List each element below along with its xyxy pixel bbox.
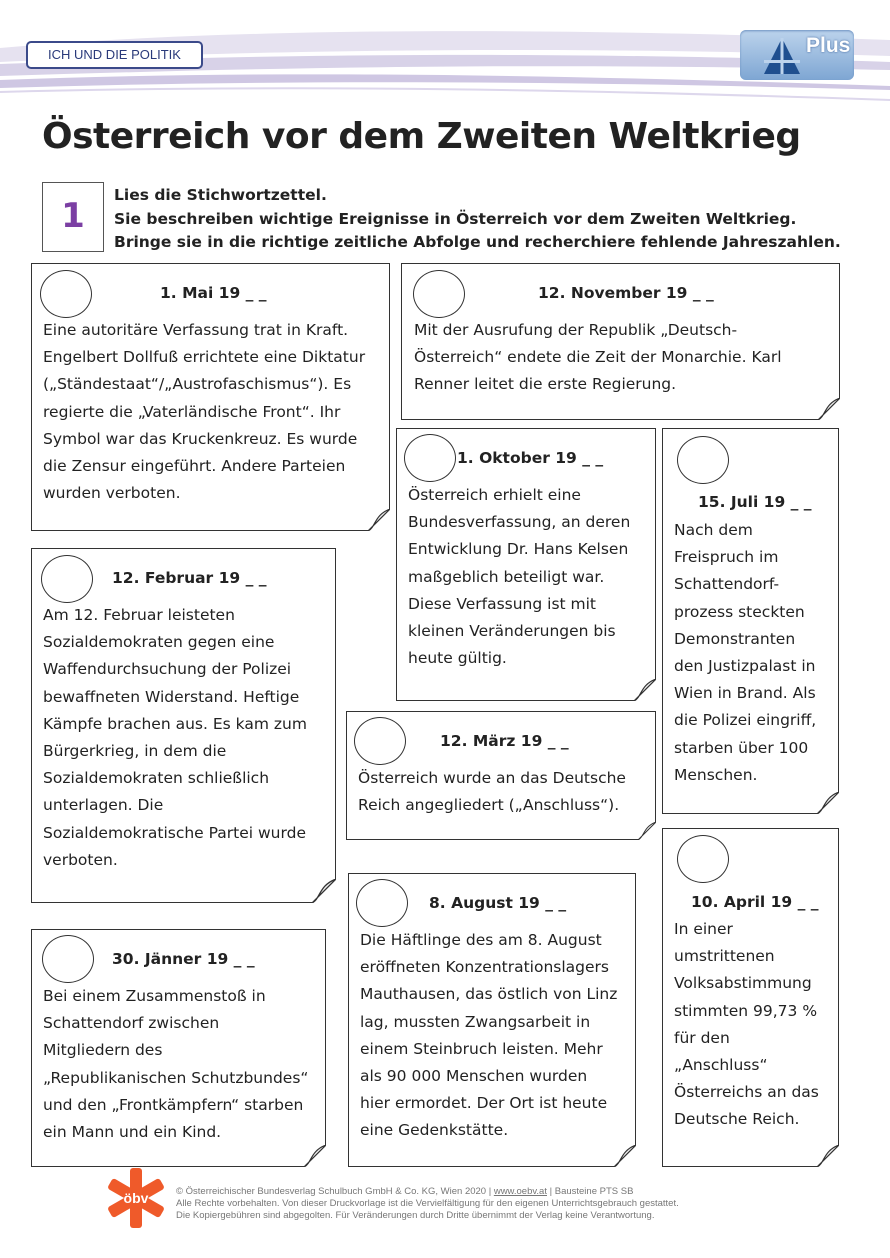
page-curl-icon bbox=[304, 1145, 326, 1167]
text-line: verboten. bbox=[43, 850, 118, 869]
text-line: heute gültig. bbox=[408, 649, 507, 668]
text-line: eine Gedenkstätte. bbox=[360, 1121, 509, 1140]
text-line: Deutsche Reich. bbox=[674, 1110, 800, 1129]
page-curl-icon bbox=[614, 1145, 636, 1167]
text-line: Mitgliedern des bbox=[43, 1041, 163, 1060]
text-line: hier ermordet. Der Ort ist heute bbox=[360, 1094, 608, 1113]
text-line: „Republikanischen Schutzbundes“ bbox=[43, 1068, 309, 1087]
text-line: Reich angegliedert („Anschluss“). bbox=[358, 796, 620, 815]
text-line: für den bbox=[674, 1028, 730, 1047]
text-line: einem Steinbruch leisten. Mehr bbox=[360, 1039, 603, 1058]
text-line: In einer bbox=[674, 920, 733, 938]
text-line: und den „Frontkämpfern“ starben bbox=[43, 1095, 304, 1114]
page-curl-icon bbox=[818, 398, 840, 420]
card-date: 12. Februar 19 _ _ bbox=[112, 569, 267, 587]
publisher-link[interactable]: www.oebv.at bbox=[493, 1186, 547, 1197]
card-text bbox=[358, 765, 626, 819]
order-circle[interactable] bbox=[40, 270, 92, 318]
text-line: die Zensur eingeführt. Andere Parteien bbox=[43, 457, 346, 476]
card-text bbox=[674, 517, 816, 789]
order-circle[interactable] bbox=[41, 555, 93, 603]
text-line: kleinen Veränderungen bis bbox=[408, 622, 616, 641]
card-date: 1. Mai 19 _ _ bbox=[160, 284, 267, 302]
text-line: Eine autoritäre Verfassung trat in Kraft. bbox=[43, 321, 349, 339]
card-text bbox=[408, 482, 630, 672]
text-line: Symbol war das Kruckenkreuz. Es wurde bbox=[43, 429, 358, 448]
text-line: Schattendorf- bbox=[674, 575, 780, 594]
text-line: Renner leitet die erste Regierung. bbox=[414, 375, 677, 394]
page-curl-icon bbox=[634, 679, 656, 701]
text-line: Volksabstimmung bbox=[674, 974, 812, 993]
text-line: Engelbert Dollfuß errichtete eine Diktatur bbox=[43, 348, 366, 367]
text-line: Am 12. Februar leisteten bbox=[43, 606, 235, 624]
order-circle[interactable] bbox=[354, 717, 406, 765]
text-line: „Anschluss“ bbox=[674, 1056, 768, 1075]
page-curl-icon bbox=[817, 1145, 839, 1167]
order-circle[interactable] bbox=[413, 270, 465, 318]
instruction-line: Sie beschreiben wichtige Ereignisse in Österreich vor dem Zweiten Weltkrieg. bbox=[114, 209, 797, 228]
text-line: Sozialdemokraten schließlich bbox=[43, 769, 270, 788]
text-line: Demonstranten bbox=[674, 629, 796, 648]
text-line: eröffneten Konzentrationslagers bbox=[360, 958, 609, 977]
publisher-logo bbox=[108, 1168, 164, 1228]
task-instructions bbox=[114, 184, 841, 255]
order-circle[interactable] bbox=[677, 835, 729, 883]
text-line: prozess steckten bbox=[674, 602, 805, 621]
card-date: 12. März 19 _ _ bbox=[440, 732, 569, 750]
text-line: bewaffneten Widerstand. Heftige bbox=[43, 687, 300, 706]
footer-text: © Österreichischer Bundesverlag Schulbuch GmbH & Co. KG, Wien 2020 | bbox=[176, 1186, 494, 1197]
card-oktober bbox=[396, 428, 656, 701]
text-line: unterlagen. Die bbox=[43, 796, 164, 815]
card-mai bbox=[31, 263, 390, 531]
plus-badge bbox=[740, 30, 854, 80]
card-text bbox=[414, 317, 782, 399]
card-text bbox=[43, 983, 308, 1146]
logo-text: öbv bbox=[123, 1190, 149, 1206]
text-line: Sozialdemokraten gegen eine bbox=[43, 633, 275, 652]
card-text bbox=[43, 317, 365, 507]
order-circle[interactable] bbox=[42, 935, 94, 983]
card-august bbox=[348, 873, 636, 1167]
card-juli bbox=[662, 428, 839, 814]
text-line: Österreich wurde an das Deutsche bbox=[358, 769, 626, 787]
card-november bbox=[401, 263, 840, 420]
plus-label: Plus bbox=[806, 34, 851, 57]
text-line: Mauthausen, das östlich von Linz bbox=[360, 985, 618, 1004]
card-date: 30. Jänner 19 _ _ bbox=[112, 950, 255, 968]
card-text bbox=[674, 916, 819, 1134]
text-line: Schattendorf zwischen bbox=[43, 1014, 220, 1033]
text-line: Menschen. bbox=[674, 765, 758, 784]
text-line: Nach dem bbox=[674, 521, 753, 539]
footer-line: Die Kopiergebühren sind abgegolten. Für Veränderungen durch Dritte übernimmt der Verlag keine Verantwortung. bbox=[176, 1210, 655, 1221]
text-line: Österreich“ endete die Zeit der Monarchie. Karl bbox=[414, 348, 782, 367]
card-text bbox=[360, 927, 617, 1145]
text-line: Sozialdemokratische Partei wurde bbox=[43, 823, 306, 842]
footer-line bbox=[176, 1186, 679, 1198]
task-number: 1 bbox=[42, 182, 104, 252]
instruction-line: Lies die Stichwortzettel. bbox=[114, 186, 327, 204]
text-line: Österreichs an das bbox=[674, 1083, 819, 1102]
card-jaenner bbox=[31, 929, 326, 1167]
card-april bbox=[662, 828, 839, 1167]
order-circle[interactable] bbox=[404, 434, 456, 482]
footer-line: Alle Rechte vorbehalten. Von dieser Druckvorlage ist die Vervielfältigung für den eigenen Unterrichtsgebrauch gestattet. bbox=[176, 1198, 679, 1209]
text-line: Österreich erhielt eine bbox=[408, 486, 581, 504]
text-line: wurden verboten. bbox=[43, 484, 181, 503]
footer-copyright bbox=[176, 1186, 679, 1222]
order-circle[interactable] bbox=[677, 436, 729, 484]
card-date: 1. Oktober 19 _ _ bbox=[457, 449, 604, 467]
text-line: Wien in Brand. Als bbox=[674, 684, 816, 703]
instruction-line: Bringe sie in die richtige zeitliche Abfolge und recherchiere fehlende Jahreszahlen. bbox=[114, 233, 841, 251]
page-title: Österreich vor dem Zweiten Weltkrieg bbox=[42, 116, 801, 157]
text-line: Waffendurchsuchung der Polizei bbox=[43, 660, 292, 679]
text-line: stimmten 99,73 % bbox=[674, 1001, 818, 1020]
text-line: Bürgerkrieg, in dem die bbox=[43, 742, 227, 761]
triangle-logo-icon bbox=[762, 36, 802, 76]
card-date: 10. April 19 _ _ bbox=[691, 893, 819, 911]
text-line: Mit der Ausrufung der Republik „Deutsch- bbox=[414, 321, 738, 339]
text-line: als 90 000 Menschen wurden bbox=[360, 1067, 588, 1086]
order-circle[interactable] bbox=[356, 879, 408, 927]
page-curl-icon bbox=[312, 879, 336, 903]
page-curl-icon bbox=[368, 509, 390, 531]
text-line: Bundesverfassung, an deren bbox=[408, 513, 631, 532]
text-line: Entwicklung Dr. Hans Kelsen bbox=[408, 540, 629, 559]
card-date: 12. November 19 _ _ bbox=[538, 284, 714, 302]
card-text bbox=[43, 602, 307, 874]
text-line: lag, mussten Zwangsarbeit in bbox=[360, 1012, 591, 1031]
text-line: Diese Verfassung ist mit bbox=[408, 594, 597, 613]
page-curl-icon bbox=[817, 792, 839, 814]
text-line: Bei einem Zusammenstoß in bbox=[43, 987, 266, 1005]
text-line: Freispruch im bbox=[674, 548, 779, 567]
card-februar bbox=[31, 548, 336, 903]
card-maerz bbox=[346, 711, 656, 840]
text-line: die Polizei eingriff, bbox=[674, 711, 817, 730]
text-line: ein Mann und ein Kind. bbox=[43, 1123, 222, 1142]
text-line: maßgeblich beteiligt war. bbox=[408, 567, 605, 586]
page-curl-icon bbox=[638, 822, 656, 840]
text-line: Die Häftlinge des am 8. August bbox=[360, 931, 602, 949]
text-line: („Ständestaat“/„Austrofaschismus“). Es bbox=[43, 375, 352, 394]
text-line: starben über 100 bbox=[674, 738, 809, 757]
text-line: umstrittenen bbox=[674, 947, 775, 966]
text-line: regierte die „Vaterländische Front“. Ihr bbox=[43, 402, 341, 421]
section-tag: ICH UND DIE POLITIK bbox=[26, 41, 203, 69]
card-date: 15. Juli 19 _ _ bbox=[698, 493, 812, 511]
footer-text: | Bausteine PTS SB bbox=[546, 1186, 634, 1197]
text-line: den Justizpalast in bbox=[674, 657, 816, 676]
card-date: 8. August 19 _ _ bbox=[429, 894, 567, 912]
text-line: Kämpfe brachen aus. Es kam zum bbox=[43, 714, 307, 733]
